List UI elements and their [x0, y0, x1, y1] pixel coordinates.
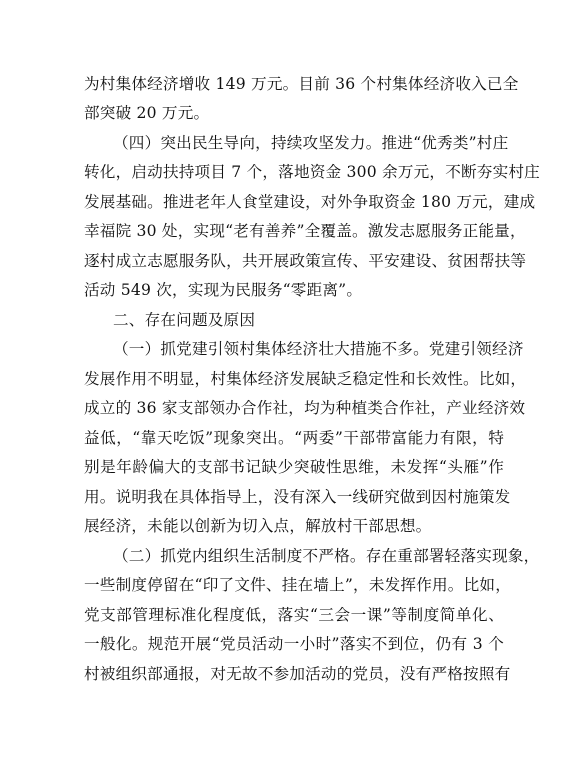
- text-line-1: 为村集体经济增收 149 万元。目前 36 个村集体经济收入已全: [84, 75, 519, 93]
- text-line-18: 一些制度停留在“印了文件、挂在墙上”，未发挥作用。比如，: [84, 576, 511, 594]
- text-line-6: 幸福院 30 处，实现“老有善养”全覆盖。激发志愿服务正能量，: [84, 222, 526, 240]
- text-line-20: 一般化。规范开展“党员活动一小时”落实不到位，仍有 3 个: [84, 635, 504, 653]
- text-line-14: 别是年龄偏大的支部书记缺少突破性思维，未发挥“头雁”作: [84, 458, 504, 476]
- text-line-5: 发展基础。推进老年人食堂建设，对外争取资金 180 万元，建成: [84, 193, 536, 211]
- subsection-two-heading-line: （二）抓党内组织生活制度不严格。存在重部署轻落实现象，: [113, 547, 540, 565]
- text-line-4: 转化，启动扶持项目 7 个，落地资金 300 余万元，不断夯实村庄: [84, 163, 540, 181]
- text-line-11: 发展作用不明显，村集体经济发展缺乏稳定性和长效性。比如，: [84, 370, 527, 388]
- text-line-19: 党支部管理标准化程度低，落实“三会一课”等制度简单化、: [84, 606, 504, 624]
- text-line-12: 成立的 36 家支部领办合作社，均为种植类合作社，产业经济效: [84, 399, 526, 417]
- text-line-7: 逐村成立志愿服务队，共开展政策宣传、平安建设、贫困帮扶等: [84, 252, 527, 270]
- text-line-13: 益低，“靠天吃饭”现象突出。“两委”干部带富能力有限，特: [84, 429, 504, 447]
- section-heading-problems: 二、存在问题及原因: [113, 311, 256, 329]
- text-line-16: 展经济，未能以创新为切入点，解放村干部思想。: [84, 517, 432, 535]
- text-line-2: 部突破 20 万元。: [84, 104, 210, 122]
- section-four-heading-line: （四）突出民生导向，持续攻坚发力。推进“优秀类”村庄: [113, 134, 509, 152]
- text-line-8: 活动 549 次，实现为民服务“零距离”。: [84, 281, 363, 299]
- subsection-one-heading-line: （一）抓党建引领村集体经济壮大措施不多。党建引领经济: [113, 340, 524, 358]
- text-line-21: 村被组织部通报，对无故不参加活动的党员，没有严格按照有: [84, 665, 511, 683]
- text-line-15: 用。说明我在具体指导上，没有深入一线研究做到因村施策发: [84, 488, 511, 506]
